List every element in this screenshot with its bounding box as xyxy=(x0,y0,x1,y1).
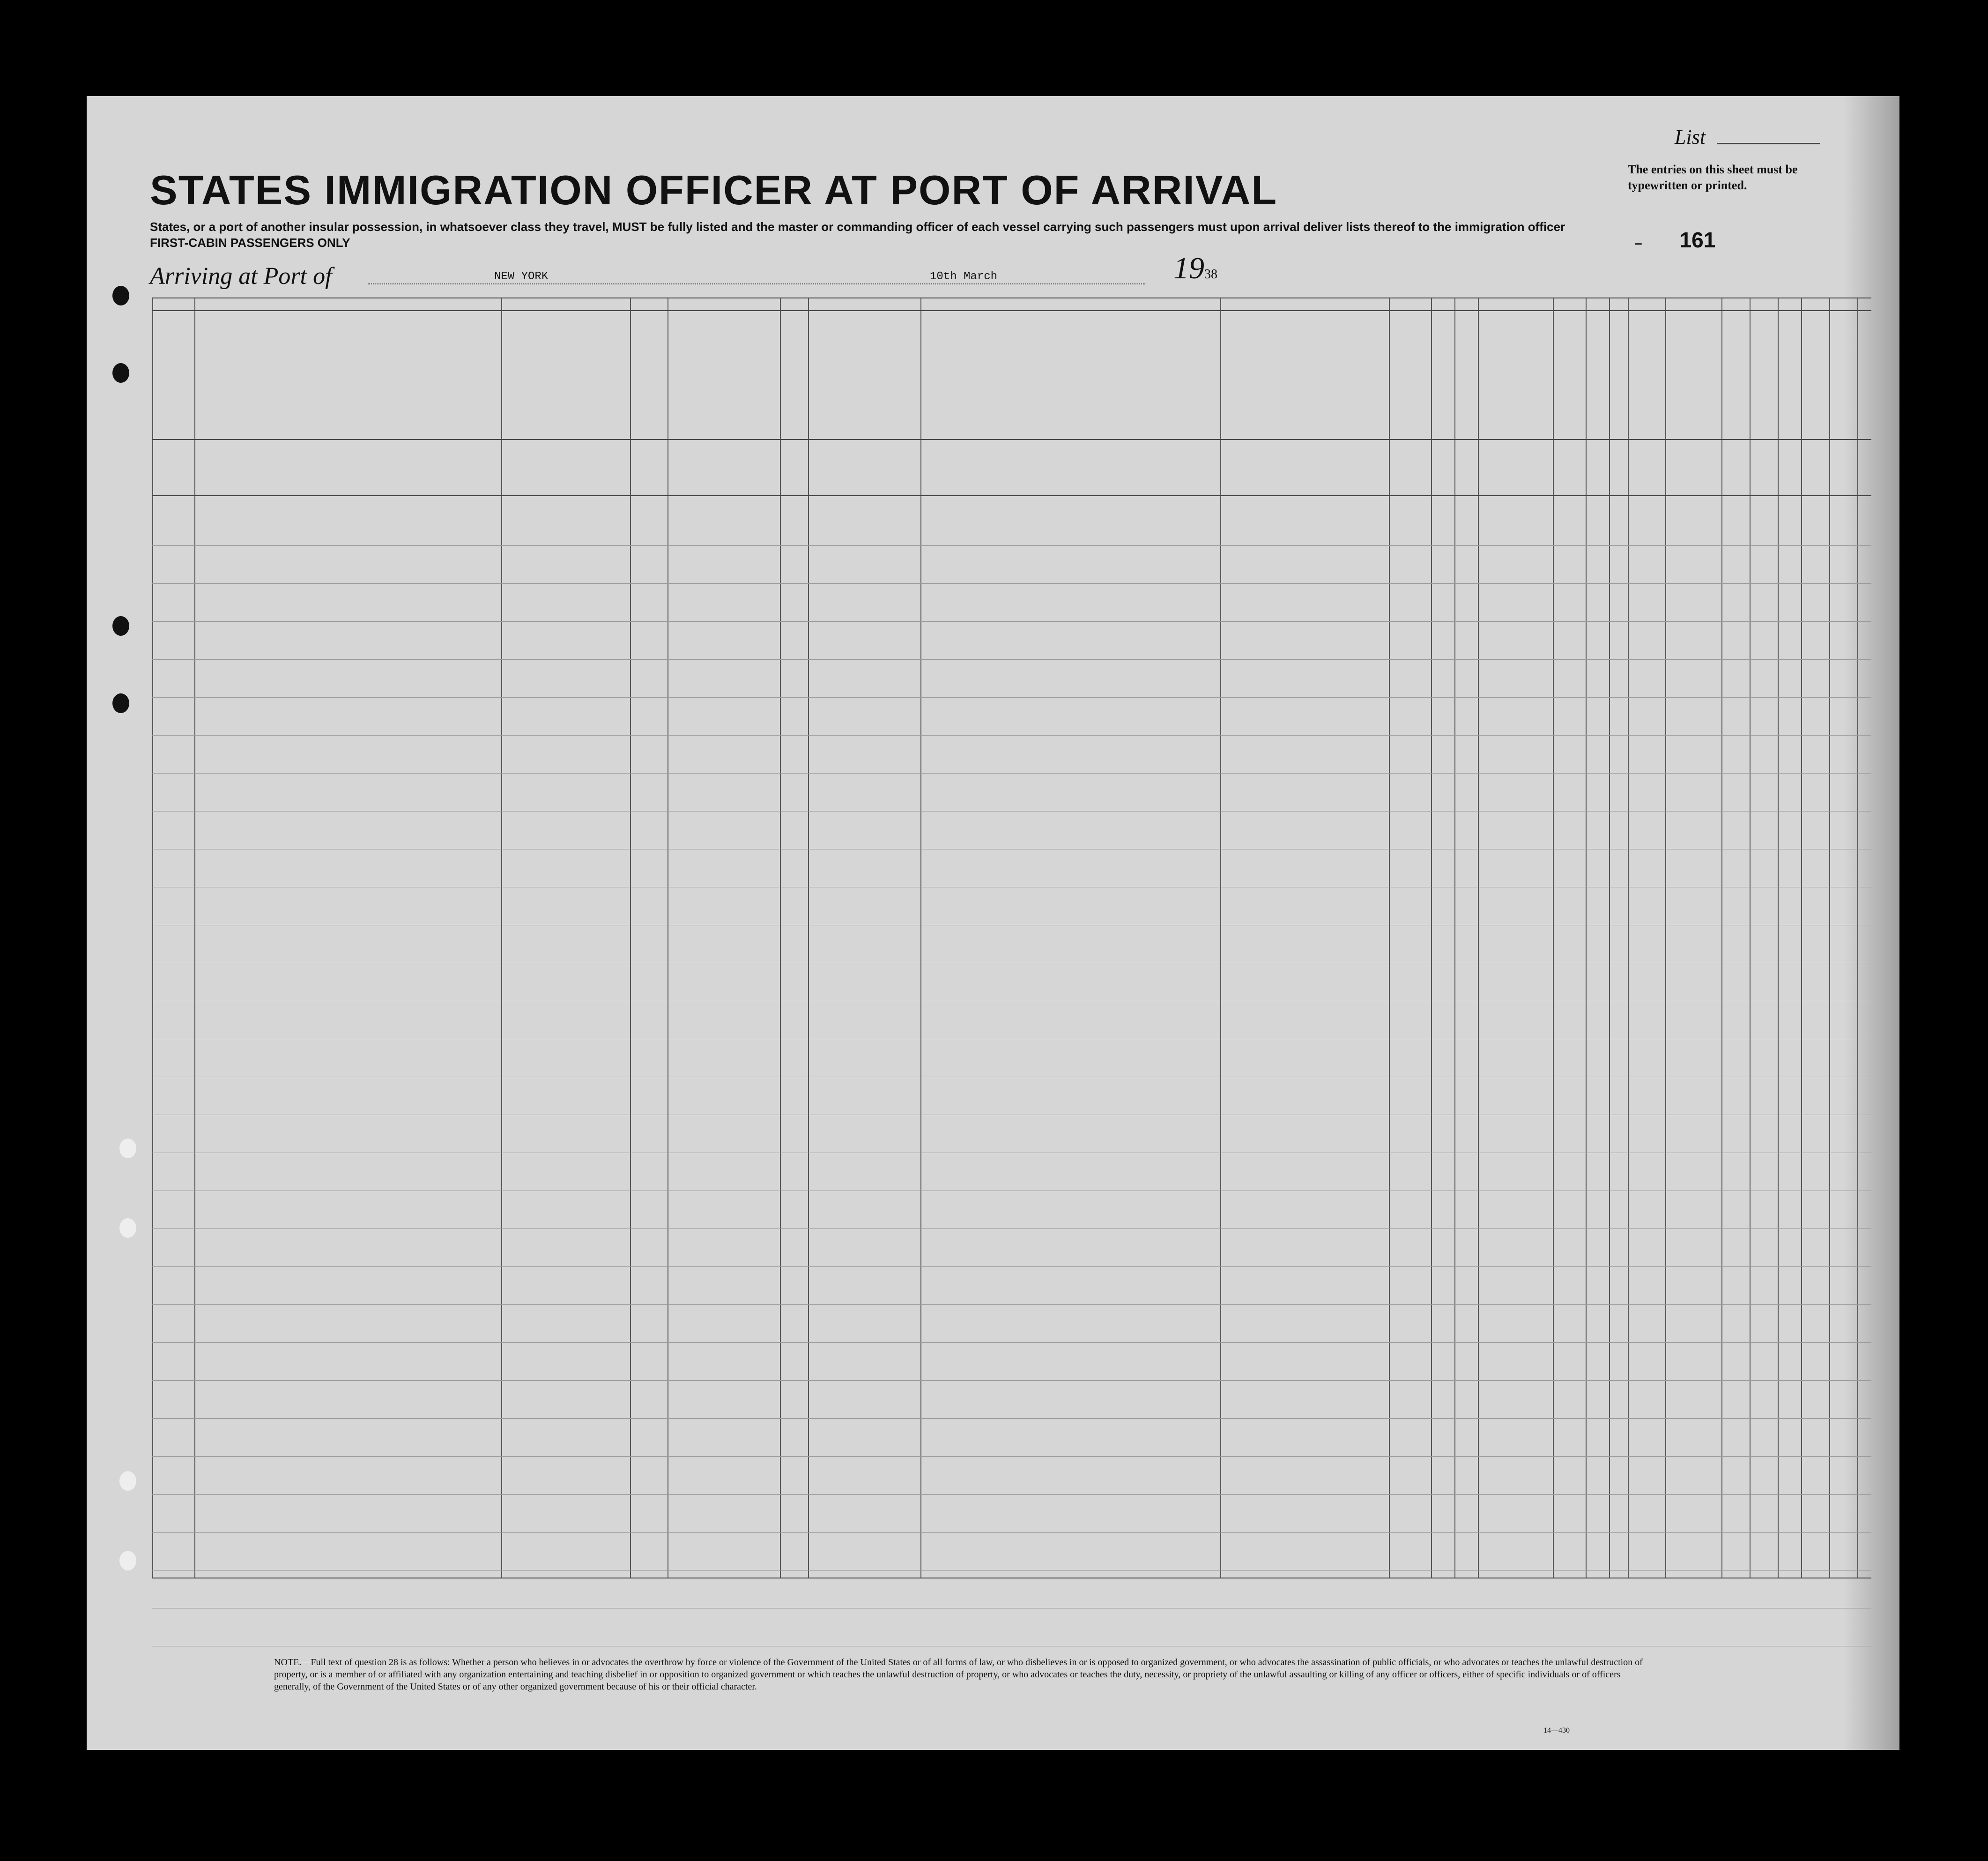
row-rule xyxy=(152,1266,1871,1267)
column-rule xyxy=(920,298,921,1578)
form-number: 14—430 xyxy=(1543,1727,1570,1734)
header-rule xyxy=(152,495,1871,496)
passenger-class: FIRST-CABIN PASSENGERS ONLY xyxy=(150,236,350,250)
column-rule xyxy=(1750,298,1751,1578)
header-rule xyxy=(152,310,1871,311)
row-rule xyxy=(152,1418,1871,1419)
row-rule xyxy=(152,697,1871,698)
row-rule xyxy=(152,621,1871,622)
punch-hole xyxy=(119,1139,136,1158)
typewritten-instruction: The entries on this sheet must be typewritten or printed. xyxy=(1628,163,1798,192)
punch-hole xyxy=(119,1218,136,1238)
column-rule xyxy=(1857,298,1858,1578)
row-rule xyxy=(152,583,1871,584)
header-rule xyxy=(152,439,1871,440)
column-rule xyxy=(194,298,195,1578)
form-subtitle: States, or a port of another insular possession, in whatsoever class they travel, MUST be fully listed and the master or commanding officer of each vessel carrying such passengers must upon arrival deliver lists thereof to the immigration officer xyxy=(150,220,1565,234)
punch-hole xyxy=(119,1471,136,1491)
punch-hole xyxy=(112,693,129,713)
date-line xyxy=(864,283,1145,284)
column-rule xyxy=(1829,298,1830,1578)
year xyxy=(1173,251,1217,286)
column-rule xyxy=(1220,298,1221,1578)
date-value: 10th March xyxy=(930,270,998,283)
sheet-number-value: 161 xyxy=(1679,228,1716,252)
column-rule xyxy=(780,298,781,1578)
column-rule xyxy=(808,298,809,1578)
punch-hole xyxy=(119,1551,136,1571)
column-rule xyxy=(1721,298,1722,1578)
column-rule xyxy=(1628,298,1629,1578)
row-rule xyxy=(152,1532,1871,1533)
row-rule xyxy=(152,1380,1871,1381)
column-rule xyxy=(630,298,631,1578)
column-rule xyxy=(1389,298,1390,1578)
sheet-prefix: – xyxy=(1635,236,1642,250)
row-rule xyxy=(152,1304,1871,1305)
port-line xyxy=(368,283,930,284)
row-rule xyxy=(152,1456,1871,1457)
row-rule xyxy=(152,1228,1871,1229)
punch-hole xyxy=(112,363,129,383)
row-rule xyxy=(152,1342,1871,1343)
port-value: NEW YORK xyxy=(494,270,549,283)
list-line xyxy=(1717,143,1820,144)
footnote: NOTE.—Full text of question 28 is as follows: Whether a person who believes in or advocates the overthrow by force or violence of the Government of the United States or of all forms of law, or who disbelieves in or is opposed to organized government, or who advocates the assassination of public officials, or who advocates or teaches the unlawful destruction of property, or is a member of or affiliated with any organization entertaining and teaching disbelief in or opposition to organized government or which teaches the unlawful destruction of property, or who advocates or teaches the duty, necessity, or propriety of the unlawful assaulting or killing of any officer or officers, either of specific individuals or of officers generally, of the Government of the United States or of any other organized government because of his or their official character. xyxy=(274,1657,1643,1692)
arriving-label: Arriving at Port of xyxy=(150,263,332,290)
column-rule xyxy=(1609,298,1610,1578)
row-rule xyxy=(152,659,1871,660)
manifest-page xyxy=(87,96,1899,1750)
column-rule xyxy=(1801,298,1802,1578)
column-rule xyxy=(1665,298,1666,1578)
row-rule xyxy=(152,773,1871,774)
column-rule xyxy=(1586,298,1587,1578)
year-printed: 19 xyxy=(1173,251,1204,285)
column-rule xyxy=(1454,298,1455,1578)
column-rule xyxy=(1553,298,1554,1578)
column-rule xyxy=(1431,298,1432,1578)
column-rule xyxy=(1778,298,1779,1578)
sheet-number xyxy=(1635,227,1715,253)
punch-hole xyxy=(112,286,129,305)
manifest-table xyxy=(152,298,1871,1578)
row-rule xyxy=(152,735,1871,736)
row-rule xyxy=(152,545,1871,546)
row-rule xyxy=(152,1494,1871,1495)
form-title: STATES IMMIGRATION OFFICER AT PORT OF ARRIVAL xyxy=(150,167,1278,213)
column-rule xyxy=(501,298,502,1578)
column-rule xyxy=(152,298,153,1578)
punch-hole xyxy=(112,616,129,636)
list-label: List xyxy=(1675,126,1706,149)
year-typed: 38 xyxy=(1204,267,1217,282)
column-rule xyxy=(1478,298,1479,1578)
row-rule xyxy=(152,1570,1871,1571)
